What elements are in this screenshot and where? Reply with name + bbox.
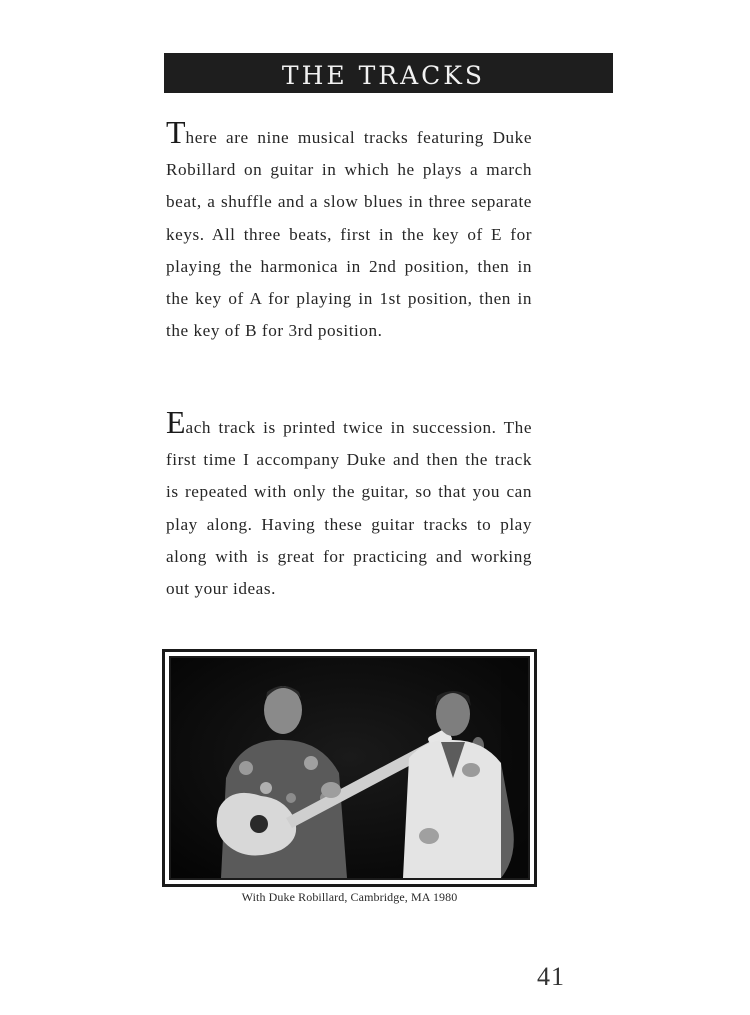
photo-frame bbox=[162, 649, 537, 887]
paragraph-intro-text: here are nine musical tracks featuring Duke Robillard on guitar in which he plays a march beat, a shuffle and a slow blues in three separate keys. All three beats, first in the key of E for playing the harmonica in 2nd position, then in the key of A for playing in 1st position, then in the key of B for 3rd position. bbox=[166, 128, 532, 341]
photo bbox=[169, 656, 530, 880]
drop-cap-letter: T bbox=[166, 114, 186, 150]
photo-caption: With Duke Robillard, Cambridge, MA 1980 bbox=[241, 890, 458, 904]
drop-cap-letter: E bbox=[166, 404, 186, 440]
musicians-photo-illustration bbox=[171, 658, 528, 878]
section-title-banner bbox=[164, 53, 613, 93]
paragraph-tracks bbox=[166, 404, 532, 605]
page-number: 41 bbox=[537, 962, 565, 991]
paragraph-tracks-text: ach track is printed twice in succession. The first time I accompany Duke and then the track is repeated with only the guitar, so that you can play along. Having these guitar tracks to play along with is great for practicing and working out your ideas. bbox=[166, 418, 532, 599]
paragraph-intro bbox=[166, 114, 532, 347]
section-title: THE TRACKS bbox=[281, 60, 486, 90]
